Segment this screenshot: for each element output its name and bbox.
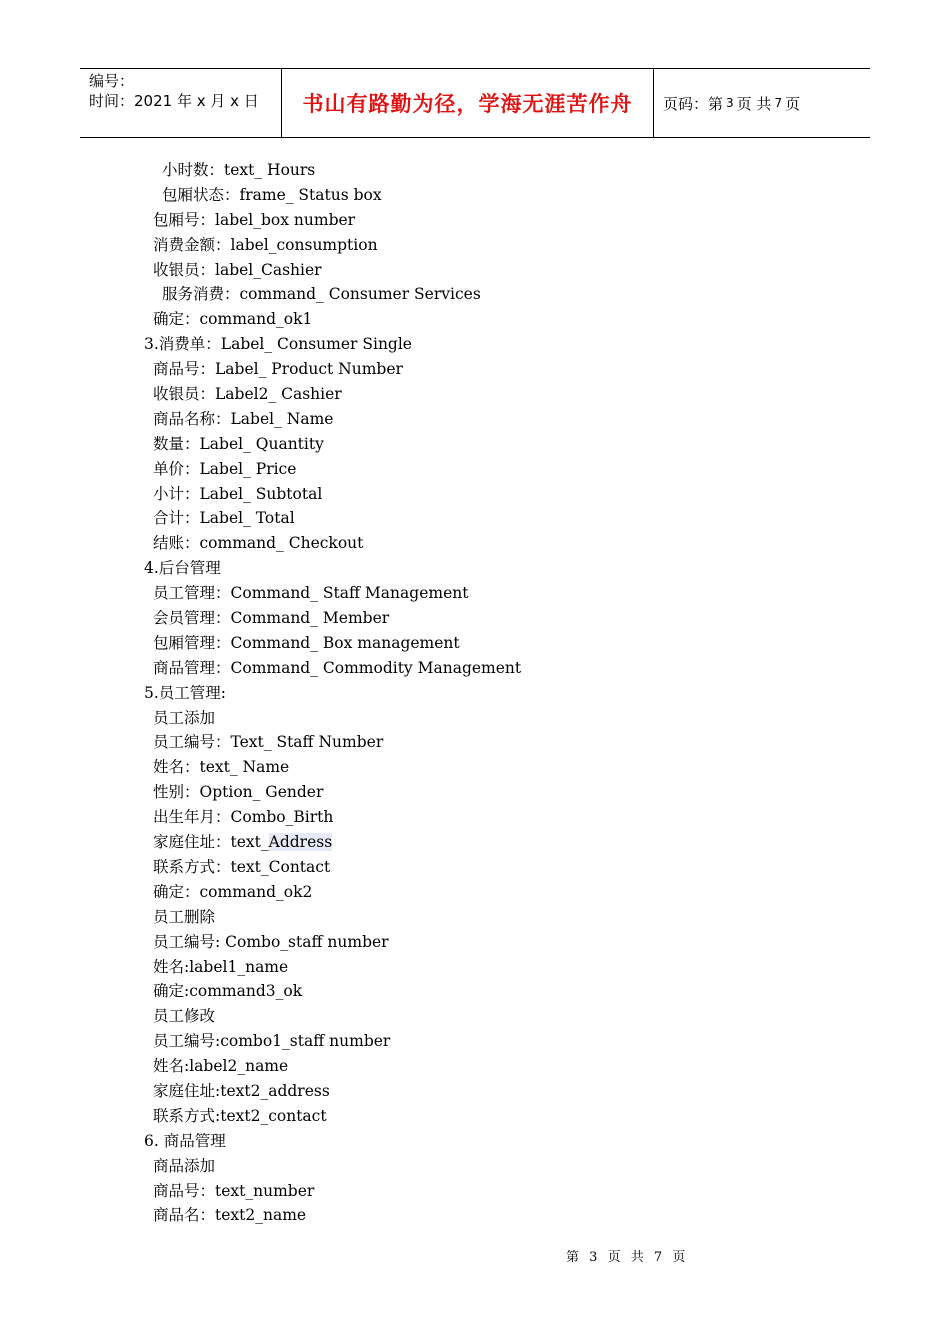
text-line: [0, 432, 950, 457]
line-text: 消费金额：label_consumption: [153, 235, 378, 254]
line-text: 员工编号:combo1_staff number: [153, 1032, 391, 1051]
line-text: 商品号：Label_ Product Number: [153, 360, 403, 379]
text-line: [0, 606, 950, 631]
line-text: 包厢管理：Command_ Box management: [153, 633, 460, 652]
text-line: [0, 955, 950, 980]
line-text: 小计：Label_ Subtotal: [153, 484, 323, 503]
text-line: [0, 1203, 950, 1228]
text-line: [0, 1154, 950, 1179]
footer-total-pages: 7: [653, 1250, 663, 1265]
line-text: 姓名:label1_name: [153, 957, 289, 976]
text-line: [0, 382, 950, 407]
page-current: 3: [726, 96, 734, 110]
text-line: [0, 457, 950, 482]
line-text: 确定:command3_ok: [153, 982, 303, 1001]
document-body: [0, 158, 950, 1228]
line-text: 联系方式：text_Contact: [153, 857, 331, 876]
line-text: 小时数：text_ Hours: [162, 161, 316, 179]
page-footer: [0, 1246, 950, 1265]
line-text: 包厢状态：frame_ Status box: [162, 185, 382, 204]
text-line: [0, 1029, 950, 1054]
line-text: 确定：command_ok2: [153, 882, 313, 901]
document-number-label: 编号：: [89, 72, 135, 90]
line-text: 单价：Label_ Price: [153, 459, 297, 478]
text-line: [0, 158, 950, 183]
footer-current-page: 3: [589, 1250, 598, 1265]
page-header: [80, 68, 870, 138]
line-text: 会员管理：Command_ Member: [153, 609, 390, 628]
text-line: [0, 531, 950, 556]
document-time-label: 时间：2021 年 x 月 x 日: [89, 92, 259, 110]
line-text: 姓名:label2_name: [153, 1057, 289, 1076]
text-line: [0, 1104, 950, 1129]
line-text: 5.员工管理:: [144, 683, 227, 702]
line-text: 员工修改: [153, 1007, 216, 1026]
line-text: 性别：Option_ Gender: [153, 783, 324, 802]
text-line: [0, 880, 950, 905]
line-text: 姓名：text_ Name: [153, 758, 290, 777]
text-line: [0, 307, 950, 332]
text-line: [0, 183, 950, 208]
line-text: 员工管理：Command_ Staff Management: [153, 584, 469, 603]
line-text: 商品添加: [153, 1156, 216, 1175]
text-line: [0, 407, 950, 432]
text-line: [0, 482, 950, 507]
header-motto-cell: [281, 69, 654, 137]
text-line: [0, 905, 950, 930]
text-line: [0, 506, 950, 531]
text-line: [0, 681, 950, 706]
line-text: 商品名：text2_name: [153, 1206, 307, 1225]
line-text: 服务消费：command_ Consumer Services: [162, 285, 481, 304]
line-text: 商品名称：Label_ Name: [153, 409, 334, 428]
text-line: [0, 656, 950, 681]
text-line: [0, 1129, 950, 1154]
text-line: [0, 631, 950, 656]
text-line: [0, 208, 950, 233]
text-line: [0, 556, 950, 581]
text-line: [0, 1079, 950, 1104]
header-motto: 书山有路勤为径，学海无涯苦作舟: [302, 92, 633, 116]
line-text: 家庭住址：text_: [153, 833, 269, 852]
text-line: [0, 1179, 950, 1204]
page-prefix: 页码：第: [663, 94, 724, 113]
text-line: [0, 332, 950, 357]
line-text: 3.消费单：Label_ Consumer Single: [144, 335, 412, 354]
text-line: [0, 755, 950, 780]
text-line: [0, 780, 950, 805]
footer-suffix: 页: [672, 1250, 686, 1265]
page-middle: 页 共: [736, 94, 772, 113]
line-text: 商品号：text_number: [153, 1181, 315, 1200]
text-line: [0, 581, 950, 606]
line-text: 联系方式:text2_contact: [153, 1106, 327, 1125]
text-line: [0, 706, 950, 731]
line-text: 收银员：label_Cashier: [153, 260, 322, 279]
line-text: 合计：Label_ Total: [153, 509, 295, 528]
text-line: [0, 979, 950, 1004]
text-line: [0, 1054, 950, 1079]
line-text: 确定：command_ok1: [153, 310, 313, 329]
header-meta: [80, 69, 281, 137]
line-text: 4.后台管理: [144, 559, 221, 578]
line-text: 员工删除: [153, 907, 216, 926]
line-text: 收银员：Label2_ Cashier: [153, 385, 342, 404]
page-suffix: 页: [785, 94, 801, 113]
line-text: 数量：Label_ Quantity: [153, 434, 324, 453]
text-line: [0, 233, 950, 258]
text-line: [0, 282, 950, 307]
text-line: [0, 258, 950, 283]
line-text: 结账：command_ Checkout: [153, 534, 364, 553]
line-text: 包厢号：label_box number: [153, 210, 356, 229]
text-line: [0, 730, 950, 755]
footer-middle2: 共: [630, 1250, 644, 1265]
text-line: [0, 805, 950, 830]
highlighted-text: Address: [268, 833, 333, 852]
text-line: [0, 930, 950, 955]
text-line: [0, 357, 950, 382]
footer-prefix: 第: [566, 1250, 580, 1265]
header-page-indicator: [654, 69, 870, 137]
page-total: 7: [774, 96, 783, 110]
line-text: 家庭住址:text2_address: [153, 1081, 330, 1100]
line-text: 员工编号：Text_ Staff Number: [153, 733, 384, 752]
line-text: 6. 商品管理: [144, 1131, 226, 1150]
line-text: 员工编号: Combo_staff number: [153, 932, 389, 951]
line-text: 员工添加: [153, 708, 216, 727]
text-line: [0, 1004, 950, 1029]
line-text: 商品管理：Command_ Commodity Management: [153, 658, 522, 677]
footer-middle1: 页: [607, 1250, 621, 1265]
text-line: [0, 830, 950, 855]
line-text: 出生年月：Combo_Birth: [153, 808, 334, 827]
text-line: [0, 855, 950, 880]
